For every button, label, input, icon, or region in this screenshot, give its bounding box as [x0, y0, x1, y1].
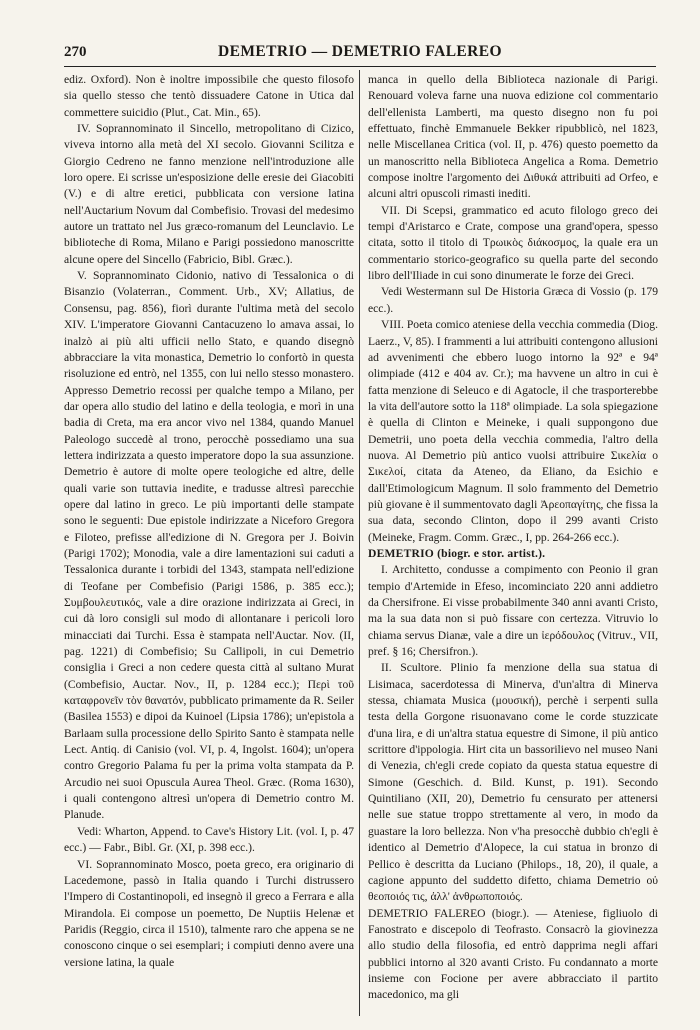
right-column — [368, 72, 658, 1018]
paragraph: V. Soprannominato Cidonio, nativo di Tessalonica o di Bisanzio (Volaterran., Comment. Urb., XV; Allatius, de Consensu, pag. 856), fiorì durante l'ultima metà del secolo XIV. L'imperatore Giovanni Cantacuzeno lo amava assai, lo inalzò ai più alti ufficii nello Stato, e quando disegnò abbracciare la vita monastica, Demetrio lo confortò in questa risoluzione ed entrò, nel 1355, con lui nello stesso monastero. Appresso Demetrio recossi per qualche tempo a Milano, per dar opera allo studio del latino e della teologia, e morì in una badia di Creta, ma era ancor vivo nel 1384, quando Manuel Paleologo succedè al trono, perocchè possediamo una sua lettera indirizzata a questo imperatore dopo la sua assunzione. Demetrio è autore di molte opere teologiche ed altre, delle quali varie son tuttavia inedite, e tradusse altresì parecchie opere dal latino in greco. Le più importanti delle stampate sono le seguenti: Due epistole indirizzate a Niceforo Gregora e Filoteo, prefisse all'edizione di N. Gregora per J. Boivin (Parigi 1702); Monodia, vale a dire lamentazioni sui caduti a Tessalonica durante i torbidi del 1343, stampata nell'edizione di Teofane per Combefisio (Parigi 1586, p. 385 ecc.); Συμβουλευτικός, vale a dire orazione indirizzata ai Greci, in cui dà loro consigli sul modo di allontanare i pericoli loro minacciati dai Turchi. Essa è stampata nell'Auctar. Nov. (II, pag. 1221) di Combefisio; Su Callipoli, in cui Demetrio consiglia i Greci a non cedere questa città al sultano Murat (Combefisio, Auctar. Nov., II, p. 1284 ecc.); Περὶ τοῦ καταφρονεῖν τὸν θανατόν, pubblicato primamente da R. Seiler (Basilea 1553) e dipoi da Kuinoel (Lipsia 1786); un'epistola a Barlaam sulla processione dello Spirito Santo è stampata nelle Lect. Antiq. di Canisio (vol. VI, p. 4, Ingolst. 1604); un'opera contro Gregorio Palama fu per la prima volta stampata da P. Arcudio nei suoi Opuscula Aurea Theol. Græc. (Roma 1630), i quali contengono altresì un'opera di Demetrio contro M. Planude. — [64, 269, 354, 822]
paragraph: Vedi Westermann sul De Historia Græca di Vossio (p. 179 ecc.). — [368, 285, 658, 315]
paragraph: Vedi: Wharton, Append. to Cave's History Lit. (vol. I, p. 47 ecc.) — Fabr., Bibl. Gr. (XI, p. 398 ecc.). — [64, 824, 354, 855]
paragraph: VI. Soprannominato Mosco, poeta greco, era originario di Lacedemone, passò in Italia quando i Turchi distrussero l'Impero di Costantinopoli, ed insegnò il greco a Ferrara e alla Mirandola. Ei compose un poemetto, De Nuptiis Helenæ et Paridis (Reggio, circa il 1510), talmente raro che appena se ne conoscono cinque o sei esemplari; i compiuti denno avere una versione latina, la quale — [64, 857, 354, 969]
page-header — [64, 42, 656, 64]
column-divider — [359, 70, 360, 1016]
entry-heading: DEMETRIO (biogr. e stor. artist.). — [368, 546, 546, 560]
running-title: DEMETRIO — DEMETRIO FALEREO — [218, 43, 502, 60]
paragraph: IV. Soprannominato il Sincello, metropolitano di Cizico, viveva intorno alla metà del XI secolo. Giovanni Scilitza e Giorgio Cedreno ne fanno menzione nell'introduzione alle loro opere. Ei scrisse un'esposizione delle eresie dei Giacobiti (V.) e di altre eretici, pubblicata con versione latina nell'Auctarium Novum dal Combefisio. Trovasi del medesimo autore un trattato nel Jus græco-romanum del Leunclavio. Le biblioteche di Roma, Milano e Parigi possiedono manoscritte alcune opere del Sincello (Fabricio, Bibl. Græc.). — [64, 122, 354, 266]
paragraph: VIII. Poeta comico ateniese della vecchia commedia (Diog. Laerz., V, 85). I frammenti a lui attribuiti contengono allusioni ad avvenimenti che ebbero luogo intorno la 92ª e 94ª olimpiade (412 e 404 av. Cr.); ma havvene un altro in cui è fatta menzione di Seleuco e di Agatocle, il che trasporterebbe la vita dell'autore sotto la 118ª olimpiade. La sola spiegazione è quella di Clinton e Meineke, i quali suppongono due Demetrii, uno poeta della vecchia commedia, l'altro della nuova. Al Demetrio più antico vuolsi attribuire Σικελία o Σικελοί, citata da Ateneo, da Eliano, da Esichio e dall'Etimologicum Magnum. Il solo frammento del Demetrio più giovane è il summentovato dagli Ἀρεοπαγίτης, che fissa la sua data, secondo Clinton, dopo il 299 avanti Cristo (Meineke, Fragm. Comm. Græc., I, pp. 264-266 ecc.). — [368, 318, 658, 544]
paragraph: manca in quello della Biblioteca nazionale di Parigi. Renouard voleva farne una nuova edizione col commentario dell'ellenista Lamberti, ma questo disegno non fu poi effettuato, finchè Emmanuele Bekker ripubblicò, nel 1823, nelle Miscellanea Critica (vol. II, p. 476) questo poemetto da un manoscritto nella Biblioteca Angelica a Roma. Demetrio compose inoltre l'argomento dei Διθυκά attribuiti ad Orfeo, e alcuni altri opuscoli rimasti inediti. — [368, 73, 658, 201]
paragraph: II. Scultore. Plinio fa menzione della sua statua di Lisimaca, sacerdotessa di Minerva, d'un'altra di Minerva stessa, chiamata Musica (μουσική), perchè i serpenti sulla testa della Gorgone risuonavano come le corde stuzzicate d'una lira, e di un'altra statua equestre di Simone, il più antico scrittore d'ippologia. Hirt cita un bassorilievo nel museo Nani di Venezia, ch'egli crede copiato da questa statua equestre di Simone (Geschich. d. Bild. Kunst, p. 191). Secondo Quintiliano (XII, 20), Demetrio fu censurato per attenersi nelle sue statue troppo strettamente al vero, in modo da guastare la loro bellezza. Non v'ha presocchè dubbio ch'egli è identico al Demetrio d'Alopece, la cui statua in bronzo di Pellico è descritta da Luciano (Philops., 18, 20), il quale, a cagione appunto del suddetto difetto, chiama Demetrio οὐ θεοποιός τις, ἀλλ' ἀνθρωποποιός. — [368, 661, 658, 904]
page-number: 270 — [64, 44, 87, 60]
paragraph: I. Architetto, condusse a compimento con Peonio il gran tempio d'Artemide in Efeso, incominciato 220 anni addietro da Chersifrone. Ei visse probabilmente 340 anni avanti Cristo, ma la sua data non si può fissare con certezza. Vitruvio lo chiama servus Dianæ, vale a dire un ἱερόδουλος (Vitruv., VII, pref. § 16; Chersifron.). — [368, 563, 658, 659]
left-column — [64, 72, 354, 1018]
paragraph: ediz. Oxford). Non è inoltre impossibile che questo filosofo sia quello stesso che tentò dissuadere Catone in Utica dal commettere suicidio (Plut., Cat. Min., 65). — [64, 73, 354, 119]
paragraph: DEMETRIO FALEREO (biogr.). — Ateniese, figliuolo di Fanostrato e discepolo di Teofrasto. Consacrò la giovinezza allo studio della filosofia, ed entrò dapprima negli affari pubblici intorno al 320 avanti Cristo. Fu condannato a morte insieme con Focione per avere abbracciato il partito macedonico, ma gli — [368, 906, 658, 1002]
header-rule — [64, 66, 656, 67]
paragraph: VII. Di Scepsi, grammatico ed acuto filologo greco dei tempi d'Aristarco e Crate, compose una grand'opera, spesso citata, sotto il titolo di Τρωικὸς διάκοσμος, la quale era un commentario storico-geografico su quella parte del secondo libro dell'Iliade in cui sono dinumerate le forze dei Greci. — [368, 203, 658, 283]
